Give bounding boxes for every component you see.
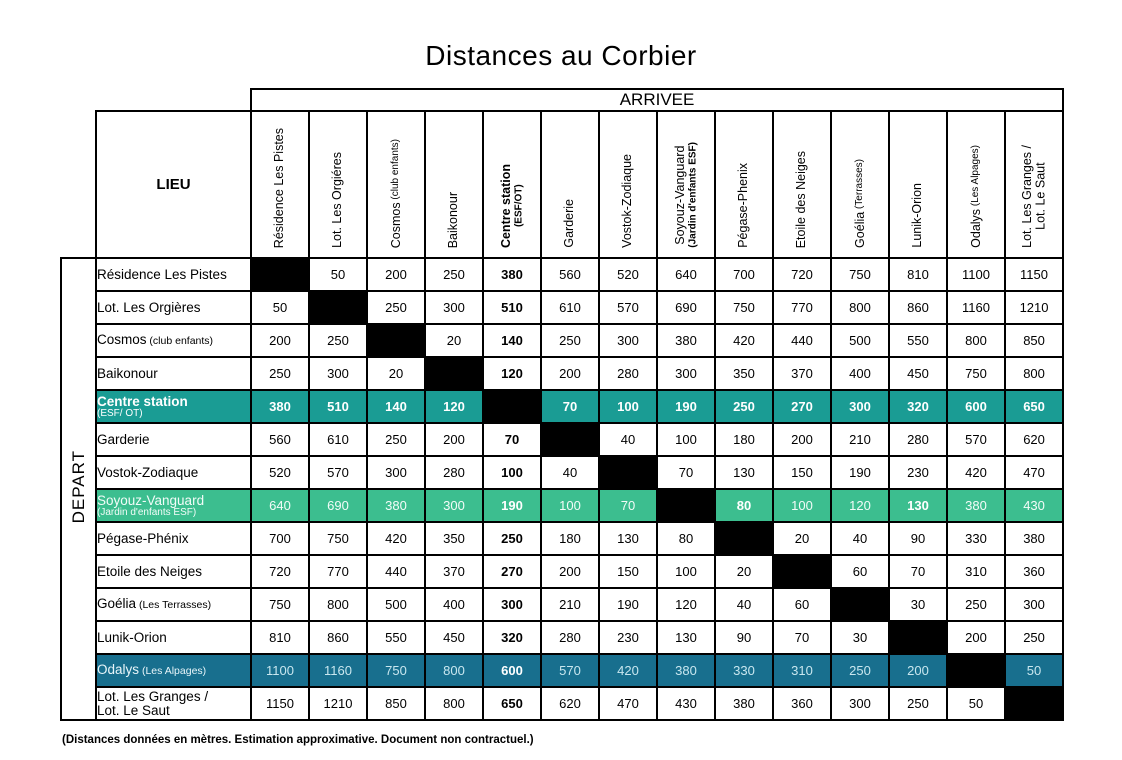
distance-cell: 140 [367,390,425,423]
distance-cell: 850 [1005,324,1063,357]
distance-cell: 100 [657,555,715,588]
distance-cell: 20 [773,522,831,555]
col-header-13: Odalys (Les Alpages) [947,111,1005,258]
distance-cell: 570 [599,291,657,324]
distance-cell: 650 [1005,390,1063,423]
distance-cell: 250 [541,324,599,357]
distance-cell: 560 [251,423,309,456]
distance-cell: 130 [889,489,947,522]
distance-cell: 800 [1005,357,1063,390]
distance-cell: 690 [657,291,715,324]
diagonal-cell [367,324,425,357]
distance-cell: 380 [657,654,715,687]
arrivee-header: ARRIVEE [251,89,1063,111]
distance-cell: 190 [483,489,541,522]
distance-cell: 420 [599,654,657,687]
distance-cell: 100 [773,489,831,522]
distance-cell: 470 [1005,456,1063,489]
distance-cell: 280 [889,423,947,456]
distance-cell: 200 [541,555,599,588]
col-header-12: Lunik-Orion [889,111,947,258]
distance-cell: 190 [657,390,715,423]
arrivee-row [61,89,1063,111]
table-row [61,423,1063,456]
distance-cell: 280 [599,357,657,390]
distance-cell: 380 [1005,522,1063,555]
distance-cell: 370 [425,555,483,588]
distance-cell: 1210 [309,687,367,720]
distance-cell: 550 [367,621,425,654]
distance-cell: 300 [367,456,425,489]
distance-cell: 810 [251,621,309,654]
distance-cell: 300 [599,324,657,357]
col-header-4: Baikonour [425,111,483,258]
distance-cell: 400 [831,357,889,390]
distance-cell: 620 [1005,423,1063,456]
distance-cell: 570 [309,456,367,489]
distance-cell: 380 [367,489,425,522]
distance-cell: 140 [483,324,541,357]
distance-cell: 380 [251,390,309,423]
table-row [61,291,1063,324]
distance-cell: 330 [715,654,773,687]
distance-cell: 440 [367,555,425,588]
table-row [61,258,1063,291]
distance-cell: 50 [1005,654,1063,687]
row-header: Pégase-Phénix [96,522,251,555]
distance-cell: 1150 [251,687,309,720]
row-header: Odalys (Les Alpages) [96,654,251,687]
distance-cell: 200 [541,357,599,390]
corner-spacer [61,111,96,258]
distance-cell: 250 [831,654,889,687]
distance-cell: 120 [831,489,889,522]
diagonal-cell [425,357,483,390]
row-header: Lunik-Orion [96,621,251,654]
distance-cell: 300 [309,357,367,390]
distance-cell: 50 [947,687,1005,720]
distance-cell: 80 [715,489,773,522]
table-row [61,555,1063,588]
row-header: Centre station (ESF/ OT) [96,390,251,423]
distance-cell: 370 [773,357,831,390]
table-row [61,621,1063,654]
distance-cell: 500 [367,588,425,621]
distance-cell: 20 [715,555,773,588]
distance-cell: 600 [483,654,541,687]
distance-cell: 250 [483,522,541,555]
distance-cell: 640 [657,258,715,291]
distance-cell: 270 [773,390,831,423]
corner-spacer [61,89,251,111]
distance-cell: 770 [773,291,831,324]
distance-cell: 640 [251,489,309,522]
distance-cell: 510 [483,291,541,324]
distance-cell: 420 [947,456,1005,489]
distance-cell: 560 [541,258,599,291]
distance-cell: 320 [483,621,541,654]
distance-cell: 620 [541,687,599,720]
distance-cell: 700 [715,258,773,291]
distance-cell: 440 [773,324,831,357]
distance-cell: 120 [425,390,483,423]
distance-cell: 300 [657,357,715,390]
table-row [61,357,1063,390]
distance-cell: 180 [541,522,599,555]
distance-cell: 120 [483,357,541,390]
table-row [61,390,1063,423]
distance-cell: 30 [889,588,947,621]
row-header: Baikonour [96,357,251,390]
row-header: Goélia (Les Terrasses) [96,588,251,621]
distance-cell: 40 [541,456,599,489]
distance-cell: 690 [309,489,367,522]
distance-cell: 380 [715,687,773,720]
distance-cell: 250 [367,423,425,456]
distance-cell: 150 [599,555,657,588]
distance-cell: 250 [889,687,947,720]
distance-cell: 200 [773,423,831,456]
distance-cell: 850 [367,687,425,720]
table-row [61,687,1063,720]
col-header-14: Lot. Les Granges / Lot. Le Saut [1005,111,1063,258]
distance-cell: 80 [657,522,715,555]
distance-cell: 800 [947,324,1005,357]
distance-cell: 570 [541,654,599,687]
table-row [61,588,1063,621]
distance-cell: 40 [715,588,773,621]
distance-cell: 750 [251,588,309,621]
distance-cell: 720 [773,258,831,291]
col-header-3: Cosmos (club enfants) [367,111,425,258]
col-header-2: Lot. Les Orgiéres [309,111,367,258]
distance-cell: 300 [483,588,541,621]
distance-cell: 200 [947,621,1005,654]
distance-cell: 320 [889,390,947,423]
distance-cell: 310 [773,654,831,687]
distance-cell: 270 [483,555,541,588]
distance-cell: 30 [831,621,889,654]
diagonal-cell [657,489,715,522]
distance-cell: 1100 [251,654,309,687]
diagonal-cell [831,588,889,621]
row-header: Soyouz-Vanguard (Jardin d'enfants ESF) [96,489,251,522]
distance-cell: 800 [425,687,483,720]
distance-cell: 420 [367,522,425,555]
col-header-7: Vostok-Zodiaque [599,111,657,258]
distance-cell: 1150 [1005,258,1063,291]
distance-cell: 100 [483,456,541,489]
lieu-header: LIEU [96,111,251,258]
diagonal-cell [599,456,657,489]
distance-cell: 90 [889,522,947,555]
distance-cell: 500 [831,324,889,357]
row-header: Lot. Les Orgières [96,291,251,324]
distance-cell: 70 [541,390,599,423]
col-header-1: Résidence Les Pistes [251,111,309,258]
distance-cell: 70 [599,489,657,522]
distance-cell: 470 [599,687,657,720]
distance-cell: 300 [425,489,483,522]
distance-cell: 750 [367,654,425,687]
distance-cell: 810 [889,258,947,291]
distance-cell: 200 [367,258,425,291]
diagonal-cell [309,291,367,324]
distance-cell: 750 [947,357,1005,390]
row-header: Garderie [96,423,251,456]
distance-cell: 20 [367,357,425,390]
diagonal-cell [251,258,309,291]
distance-cell: 380 [657,324,715,357]
distance-cell: 300 [1005,588,1063,621]
col-header-11: Goélia (Terrasses) [831,111,889,258]
distance-cell: 50 [309,258,367,291]
distance-cell: 180 [715,423,773,456]
table-row [61,456,1063,489]
distance-cell: 550 [889,324,947,357]
distance-cell: 20 [425,324,483,357]
distance-cell: 100 [657,423,715,456]
distance-cell: 650 [483,687,541,720]
row-header: Etoile des Neiges [96,555,251,588]
distance-cell: 250 [309,324,367,357]
distance-cell: 130 [599,522,657,555]
distance-cell: 300 [831,687,889,720]
distance-cell: 250 [715,390,773,423]
distance-cell: 700 [251,522,309,555]
distance-cell: 860 [309,621,367,654]
distance-cell: 430 [657,687,715,720]
distance-cell: 400 [425,588,483,621]
distance-cell: 70 [657,456,715,489]
col-header-9: Pégase-Phenix [715,111,773,258]
distance-cell: 40 [831,522,889,555]
distance-cell: 190 [599,588,657,621]
distance-cell: 120 [657,588,715,621]
distance-cell: 800 [309,588,367,621]
distance-cell: 280 [541,621,599,654]
diagonal-cell [773,555,831,588]
column-header-row [61,111,1063,258]
distance-cell: 350 [425,522,483,555]
distance-cell: 130 [715,456,773,489]
diagonal-cell [1005,687,1063,720]
distance-cell: 1100 [947,258,1005,291]
distance-cell: 300 [831,390,889,423]
table-row [61,489,1063,522]
distance-cell: 200 [889,654,947,687]
distance-cell: 800 [425,654,483,687]
distance-cell: 250 [251,357,309,390]
distance-cell: 750 [715,291,773,324]
distance-cell: 1160 [309,654,367,687]
table-row [61,522,1063,555]
distance-cell: 250 [1005,621,1063,654]
distance-cell: 50 [251,291,309,324]
diagonal-cell [889,621,947,654]
table-row [61,324,1063,357]
distance-cell: 510 [309,390,367,423]
distance-cell: 150 [773,456,831,489]
distance-cell: 520 [251,456,309,489]
distance-cell: 200 [425,423,483,456]
distance-cell: 250 [425,258,483,291]
distance-cell: 380 [483,258,541,291]
distance-cell: 360 [1005,555,1063,588]
table-row [61,654,1063,687]
distance-cell: 800 [831,291,889,324]
distance-cell: 70 [773,621,831,654]
col-header-10: Etoile des Neiges [773,111,831,258]
distance-cell: 750 [831,258,889,291]
distance-cell: 70 [483,423,541,456]
distance-cell: 100 [541,489,599,522]
distance-cell: 380 [947,489,1005,522]
distance-cell: 450 [425,621,483,654]
distance-cell: 330 [947,522,1005,555]
row-header: Lot. Les Granges / Lot. Le Saut [96,687,251,720]
row-header: Cosmos (club enfants) [96,324,251,357]
distance-cell: 130 [657,621,715,654]
distance-cell: 300 [425,291,483,324]
distance-cell: 770 [309,555,367,588]
col-header-5: Centre station (ESF/OT) [483,111,541,258]
distance-cell: 720 [251,555,309,588]
diagonal-cell [541,423,599,456]
diagonal-cell [947,654,1005,687]
distance-cell: 250 [947,588,1005,621]
distance-cell: 60 [773,588,831,621]
distance-cell: 60 [831,555,889,588]
diagonal-cell [715,522,773,555]
distance-cell: 40 [599,423,657,456]
distance-cell: 430 [1005,489,1063,522]
distance-cell: 1210 [1005,291,1063,324]
distance-cell: 610 [309,423,367,456]
distance-cell: 860 [889,291,947,324]
col-header-6: Garderie [541,111,599,258]
distance-cell: 570 [947,423,1005,456]
row-header: Vostok-Zodiaque [96,456,251,489]
distance-cell: 360 [773,687,831,720]
distance-cell: 610 [541,291,599,324]
distance-cell: 1160 [947,291,1005,324]
distance-cell: 520 [599,258,657,291]
distance-cell: 200 [251,324,309,357]
col-header-8: Soyouz-Vanguard (Jardin d'enfants ESF) [657,111,715,258]
distance-cell: 600 [947,390,1005,423]
distance-cell: 310 [947,555,1005,588]
distance-cell: 210 [541,588,599,621]
distance-cell: 70 [889,555,947,588]
diagonal-cell [483,390,541,423]
page-title: Distances au Corbier [425,40,697,71]
depart-header: DEPART [61,258,96,720]
footer-note: (Distances données en mètres. Estimation approximative. Document non contractuel.) [62,734,534,746]
distance-cell: 750 [309,522,367,555]
distance-cell: 230 [599,621,657,654]
distance-cell: 350 [715,357,773,390]
distance-cell: 280 [425,456,483,489]
distance-cell: 250 [367,291,425,324]
distance-cell: 450 [889,357,947,390]
row-header: Résidence Les Pistes [96,258,251,291]
distance-cell: 230 [889,456,947,489]
distance-cell: 100 [599,390,657,423]
distance-table [60,88,1064,721]
distance-cell: 210 [831,423,889,456]
distance-cell: 90 [715,621,773,654]
distance-cell: 420 [715,324,773,357]
distance-cell: 190 [831,456,889,489]
